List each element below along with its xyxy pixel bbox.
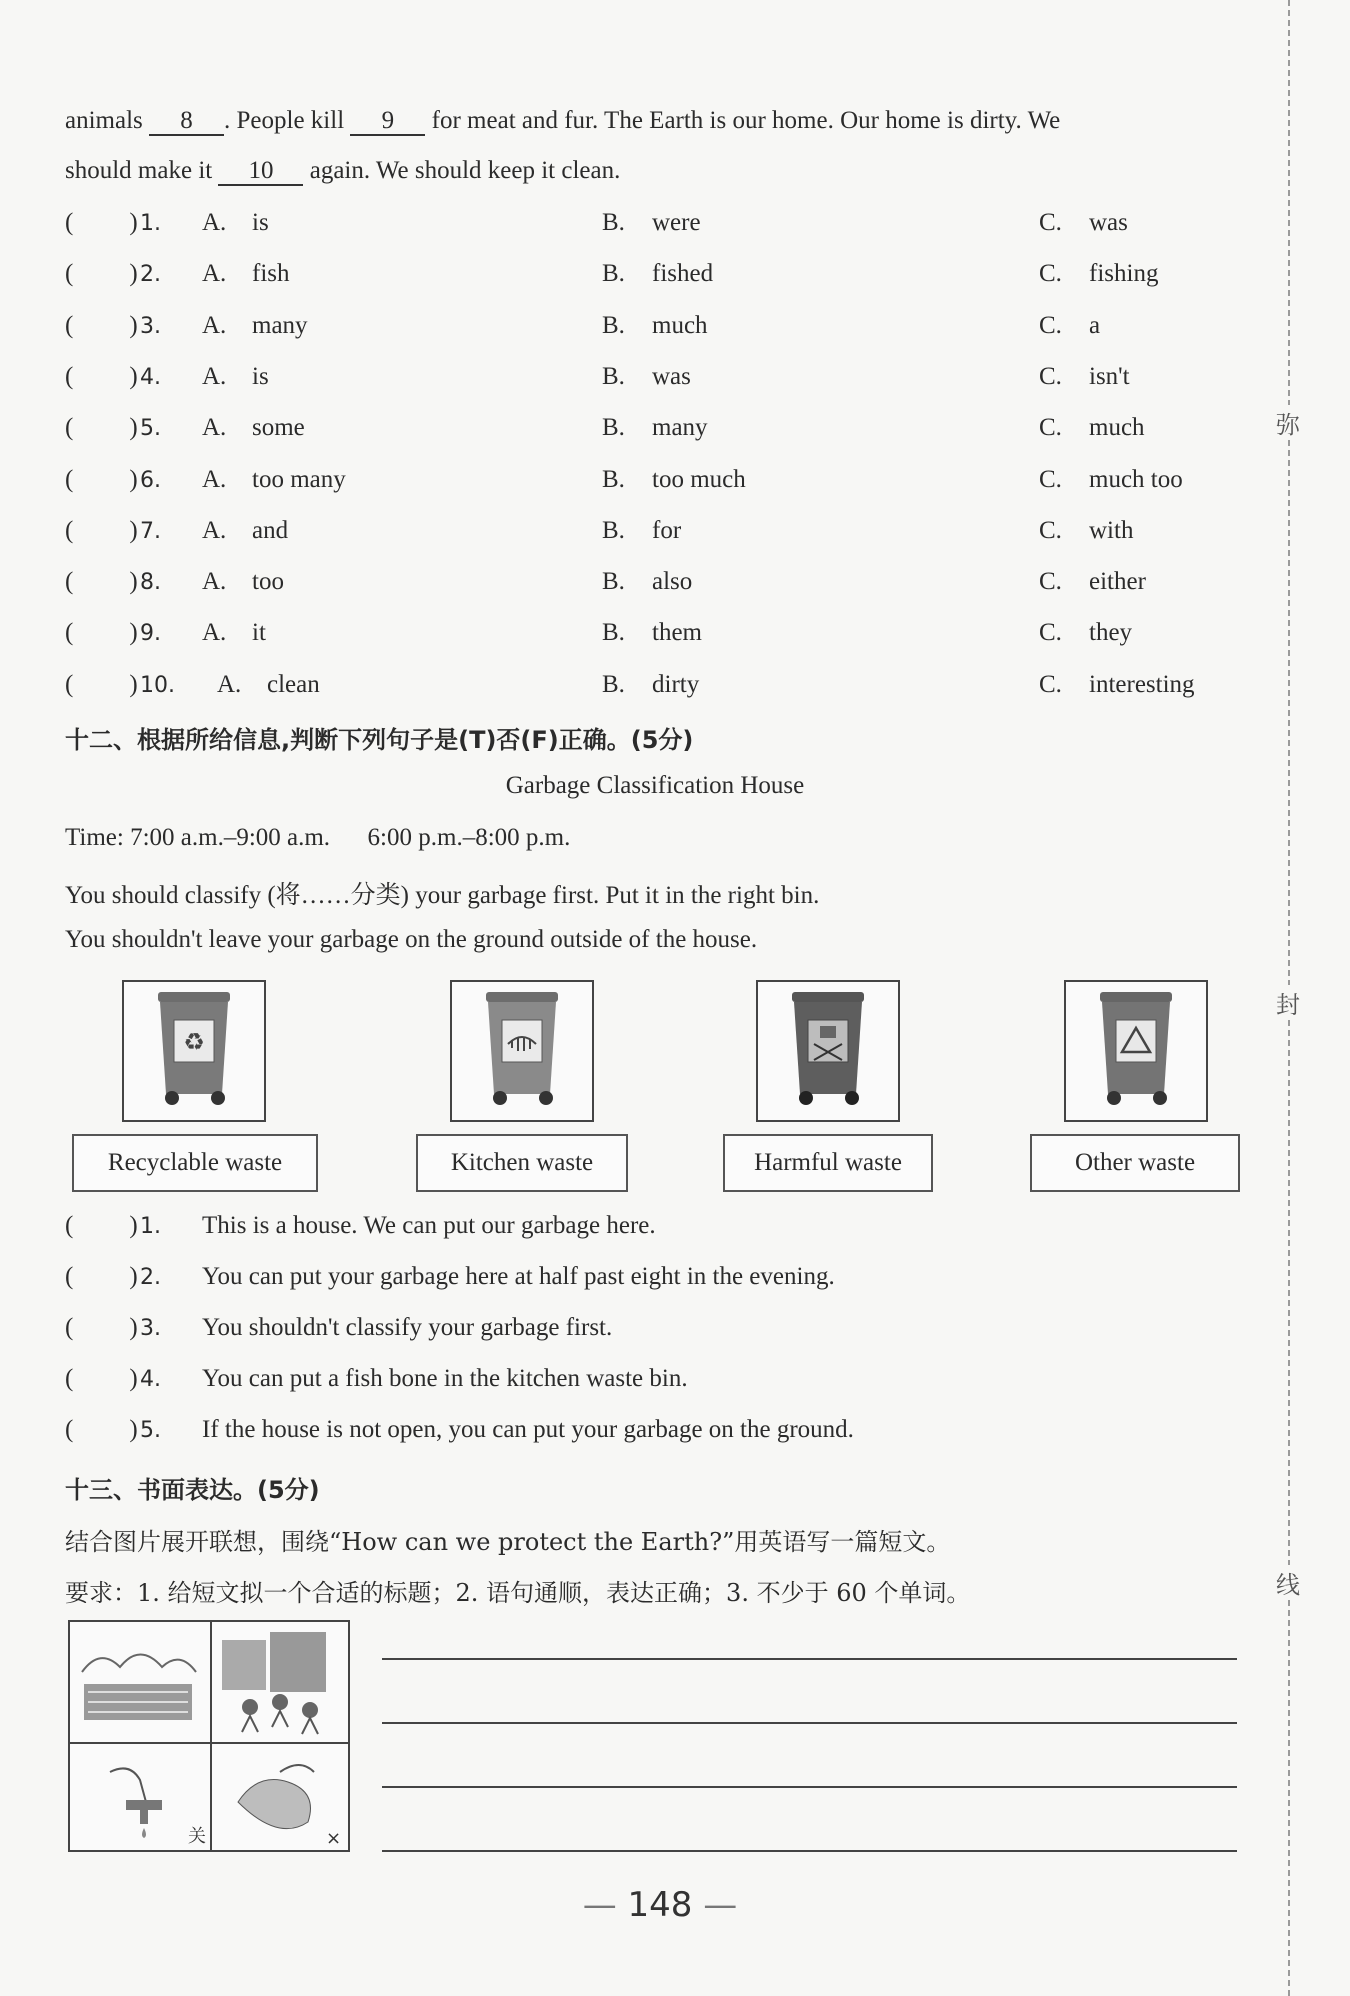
kitchen-bin-image	[450, 980, 594, 1122]
option-b-letter: B.	[602, 465, 625, 493]
writing-line-3[interactable]	[382, 1786, 1237, 1788]
writing-line-2[interactable]	[382, 1722, 1237, 1724]
option-b-text: fished	[652, 260, 714, 288]
tap-mark: 关	[188, 1826, 206, 1847]
margin-label-3: 线	[1272, 1565, 1304, 1600]
cloze-row	[65, 466, 1255, 500]
cloze-row	[65, 363, 1255, 397]
answer-paren[interactable]: ( )	[65, 260, 138, 288]
option-c-letter: C.	[1039, 209, 1062, 236]
question-number: 3.	[140, 313, 161, 339]
option-a-letter: A.	[202, 619, 227, 647]
option-a-text: some	[252, 414, 305, 442]
svg-text:♻: ♻	[183, 1028, 205, 1056]
bin-label-kitchen: Kitchen waste	[416, 1134, 628, 1192]
question-number: 9.	[140, 621, 161, 647]
statement-number: 1.	[140, 1214, 161, 1239]
blank-10: 10	[218, 158, 303, 186]
option-c-letter: C.	[1039, 516, 1062, 544]
option-c-text: much too	[1089, 465, 1183, 493]
cloze-row	[65, 312, 1255, 346]
option-a-letter: A.	[202, 414, 227, 442]
cloze-row	[65, 209, 1255, 243]
section-12-heading: 十二、根据所给信息,判断下列句子是(T)否(F)正确。(5分)	[65, 726, 694, 754]
answer-paren[interactable]: ( )	[65, 414, 138, 442]
statement-text: You can put your garbage here at half past eight in the evening.	[202, 1263, 835, 1290]
option-b-letter: B.	[602, 568, 625, 596]
option-b-letter: B.	[602, 670, 625, 698]
option-a-text: too	[252, 568, 284, 596]
bin-label-recyclable: Recyclable waste	[72, 1134, 318, 1192]
bag-mark: ×	[326, 1828, 342, 1849]
answer-paren[interactable]: ( )	[65, 465, 138, 493]
bin-label-other: Other waste	[1030, 1134, 1240, 1192]
notice-title: Garbage Classification House	[505, 772, 805, 799]
option-b-text: them	[652, 619, 702, 647]
statement-text: You can put a fish bone in the kitchen waste bin.	[202, 1365, 688, 1392]
notice-time: Time: 7:00 a.m.–9:00 a.m. 6:00 p.m.–8:00 p.m.	[65, 824, 571, 851]
option-c-text: was	[1089, 209, 1128, 236]
question-number: 7.	[140, 518, 161, 544]
option-c-letter: C.	[1039, 568, 1062, 596]
option-c-text: they	[1089, 619, 1133, 647]
answer-paren[interactable]: ( )	[65, 670, 138, 698]
section-13-heading: 十三、书面表达。(5分)	[65, 1476, 320, 1504]
option-b-text: much	[652, 311, 708, 339]
option-a-letter: A.	[202, 568, 227, 596]
option-c-letter: C.	[1039, 670, 1062, 698]
option-b-letter: B.	[602, 260, 625, 288]
cloze-row	[65, 414, 1255, 448]
option-c-text: isn't	[1089, 362, 1130, 390]
plastic-bag-picture	[238, 1765, 341, 1849]
option-a-letter: A.	[202, 465, 227, 493]
option-a-letter: A.	[202, 209, 227, 236]
option-b-text: was	[652, 362, 691, 390]
option-a-letter: A.	[202, 362, 227, 390]
option-b-text: many	[652, 414, 708, 442]
question-number: 1.	[140, 211, 161, 236]
writing-line-1[interactable]	[382, 1658, 1237, 1660]
statement-number: 5.	[140, 1418, 161, 1443]
cloze-row	[65, 568, 1255, 602]
option-c-text: a	[1089, 311, 1101, 339]
blank-8: 8	[149, 108, 224, 136]
option-a-letter: A.	[202, 311, 227, 339]
other-waste-icon	[1100, 992, 1172, 1105]
passage-line-1: animals 8 . People kill 9 for meat and fur. The Earth is our home. Our home is dirty. We	[65, 107, 1060, 136]
writing-line-4[interactable]	[382, 1850, 1237, 1852]
option-a-text: and	[252, 516, 289, 544]
option-b-letter: B.	[602, 311, 625, 339]
option-b-text: dirty	[652, 670, 700, 698]
option-c-text: with	[1089, 516, 1134, 544]
option-a-text: fish	[252, 260, 290, 288]
option-b-letter: B.	[602, 516, 625, 544]
option-b-letter: B.	[602, 414, 625, 442]
answer-paren[interactable]: ( )	[65, 516, 138, 544]
option-b-text: were	[652, 209, 701, 236]
option-a-text: is	[252, 209, 269, 236]
other-bin-image	[1064, 980, 1208, 1122]
answer-paren[interactable]: ( )	[65, 311, 138, 339]
cloze-row	[65, 517, 1255, 551]
harmful-bin-image	[756, 980, 900, 1122]
answer-paren[interactable]: ( )	[65, 1263, 138, 1290]
tap-picture	[110, 1768, 206, 1847]
statement-text: You shouldn't classify your garbage first.	[202, 1314, 613, 1341]
statement-text: If the house is not open, you can put your garbage on the ground.	[202, 1416, 854, 1443]
answer-paren[interactable]: ( )	[65, 362, 138, 390]
notice-info-1: You should classify (将……分类) your garbage first. Put it in the right bin.	[65, 882, 820, 909]
option-c-text: much	[1089, 414, 1145, 442]
answer-paren[interactable]: ( )	[65, 1212, 138, 1239]
writing-requirement: 要求：1. 给短文拟一个合适的标题；2. 语句通顺，表达正确；3. 不少于 60 个单词。	[65, 1579, 971, 1607]
answer-paren[interactable]: ( )	[65, 619, 138, 647]
option-c-letter: C.	[1039, 311, 1062, 339]
notice-info-2: You shouldn't leave your garbage on the ground outside of the house.	[65, 926, 758, 953]
margin-label-1: 弥	[1272, 405, 1304, 440]
question-number: 2.	[140, 262, 161, 288]
question-number: 6.	[140, 467, 161, 493]
battery-icon	[792, 992, 864, 1105]
option-a-letter: A.	[202, 260, 227, 288]
option-a-text: is	[252, 362, 269, 390]
option-c-text: fishing	[1089, 260, 1159, 288]
statement-number: 4.	[140, 1367, 161, 1392]
cloze-row	[65, 260, 1255, 294]
factory-smoke-picture	[82, 1655, 196, 1721]
statement-number: 2.	[140, 1265, 161, 1290]
answer-paren[interactable]: ( )	[65, 209, 138, 236]
statement-number: 3.	[140, 1316, 161, 1341]
option-b-letter: B.	[602, 209, 625, 236]
option-b-text: for	[652, 516, 682, 544]
page-number: — 148 —	[582, 1885, 738, 1925]
recycle-icon	[158, 992, 230, 1105]
passage-line-2: should make it 10 again. We should keep it clean.	[65, 157, 620, 186]
option-c-text: either	[1089, 568, 1146, 596]
option-c-letter: C.	[1039, 414, 1062, 442]
option-c-letter: C.	[1039, 465, 1062, 493]
blank-9: 9	[350, 108, 425, 136]
answer-paren[interactable]: ( )	[65, 568, 138, 596]
bin-label-harmful: Harmful waste	[723, 1134, 933, 1192]
cloze-row	[65, 619, 1255, 653]
option-a-letter: A.	[217, 670, 242, 698]
option-b-letter: B.	[602, 619, 625, 647]
option-c-letter: C.	[1039, 260, 1062, 288]
option-a-letter: A.	[202, 516, 227, 544]
question-number: 8.	[140, 570, 161, 596]
cloze-row	[65, 671, 1255, 705]
answer-paren[interactable]: ( )	[65, 1416, 138, 1443]
option-a-text: many	[252, 311, 308, 339]
question-number: 5.	[140, 416, 161, 442]
picture-grid	[68, 1620, 350, 1852]
option-b-letter: B.	[602, 362, 625, 390]
fish-bone-icon	[486, 992, 558, 1105]
answer-paren[interactable]: ( )	[65, 1314, 138, 1341]
option-a-text: it	[252, 619, 266, 647]
question-number: 4.	[140, 364, 161, 390]
option-c-letter: C.	[1039, 362, 1062, 390]
answer-paren[interactable]: ( )	[65, 1365, 138, 1392]
option-b-text: too much	[652, 465, 746, 493]
option-b-text: also	[652, 568, 693, 596]
writing-prompt: 结合图片展开联想，围绕“How can we protect the Earth?”用英语写一篇短文。	[65, 1528, 951, 1556]
statement-text: This is a house. We can put our garbage here.	[202, 1212, 656, 1239]
city-people-picture	[222, 1632, 326, 1734]
margin-label-2: 封	[1272, 985, 1304, 1020]
option-a-text: too many	[252, 465, 346, 493]
option-c-letter: C.	[1039, 619, 1062, 647]
option-a-text: clean	[267, 670, 320, 698]
option-c-text: interesting	[1089, 670, 1195, 698]
question-number: 10.	[140, 672, 175, 698]
recyclable-bin-image	[122, 980, 266, 1122]
